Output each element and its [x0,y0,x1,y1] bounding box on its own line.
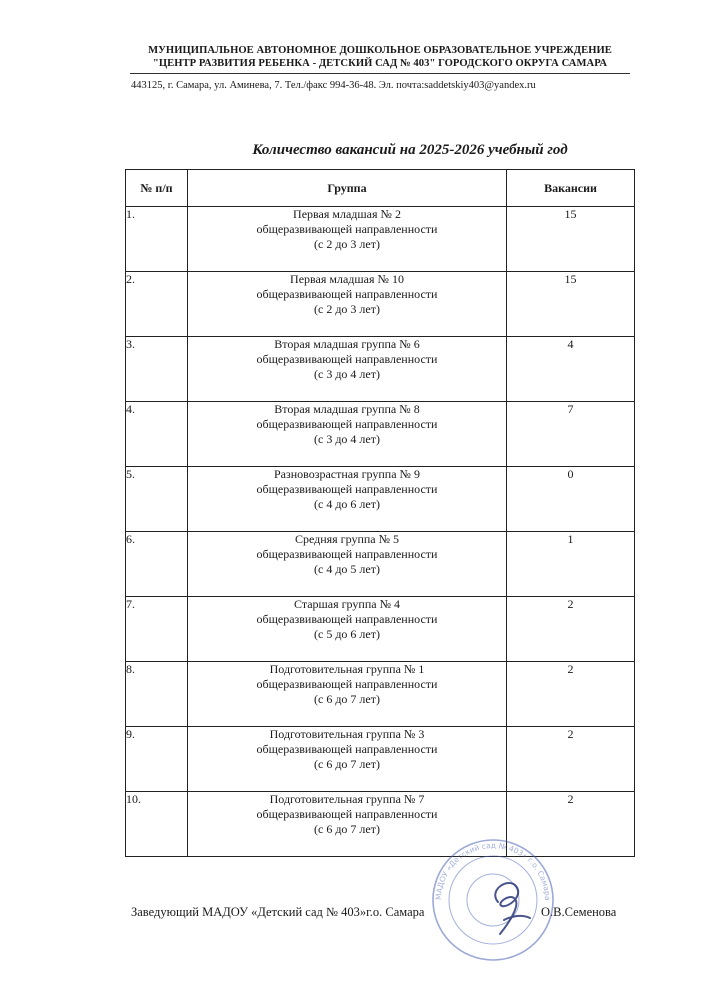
table-row [126,792,635,857]
header-number: № п/п [126,170,188,207]
row-number: 1. [126,207,188,272]
group-focus: общеразвивающей направленности [256,222,438,236]
table-row [126,662,635,727]
row-number: 2. [126,272,188,337]
vacancy-count: 15 [507,272,635,337]
table-row [126,532,635,597]
table-header-row [126,170,635,207]
org-address: 443125, г. Самара, ул. Аминева, 7. Тел./факс 994-36-48. Эл. почта:saddetskiy403@yandex.ru [131,80,536,91]
group-description [188,402,507,467]
group-age: (с 6 до 7 лет) [314,692,380,706]
row-number: 8. [126,662,188,727]
group-description [188,272,507,337]
group-name: Первая младшая № 2 [293,207,401,221]
row-number: 7. [126,597,188,662]
table-row [126,727,635,792]
row-number: 10. [126,792,188,857]
group-description [188,662,507,727]
org-name-line-1: МУНИЦИПАЛЬНОЕ АВТОНОМНОЕ ДОШКОЛЬНОЕ ОБРАЗОВАТЕЛЬНОЕ УЧРЕЖДЕНИЕ [148,45,612,56]
vacancy-count: 0 [507,467,635,532]
vacancy-count: 7 [507,402,635,467]
group-focus: общеразвивающей направленности [256,807,438,821]
org-name-line-2: "ЦЕНТР РАЗВИТИЯ РЕБЕНКА - ДЕТСКИЙ САД № 403" ГОРОДСКОГО ОКРУГА САМАРА [152,58,608,69]
svg-text:МАДОУ «Детский сад № 403» г.о.: МАДОУ «Детский сад № 403» г.о. Самара [433,840,553,901]
head-position: Заведующий МАДОУ «Детский сад № 403»г.о. Самара [131,905,425,919]
group-focus: общеразвивающей направленности [256,417,438,431]
group-description [188,727,507,792]
group-age: (с 4 до 6 лет) [314,497,380,511]
group-age: (с 2 до 3 лет) [314,237,380,251]
vacancy-table [125,169,635,857]
group-age: (с 6 до 7 лет) [314,757,380,771]
group-name: Разновозрастная группа № 9 [273,467,421,481]
group-focus: общеразвивающей направленности [256,352,438,366]
row-number: 5. [126,467,188,532]
vacancy-count: 1 [507,532,635,597]
group-focus: общеразвивающей направленности [256,677,438,691]
group-description [188,532,507,597]
group-description [188,467,507,532]
table-row [126,337,635,402]
document-title: Количество вакансий на 2025-2026 учебный год [252,142,568,158]
group-focus: общеразвивающей направленности [256,612,438,626]
group-age: (с 4 до 5 лет) [314,562,380,576]
vacancy-count: 2 [507,662,635,727]
group-name: Подготовительная группа № 7 [269,792,425,806]
vacancy-count: 15 [507,207,635,272]
group-focus: общеразвивающей направленности [256,742,438,756]
table-row [126,402,635,467]
header-vacancies: Вакансии [507,170,635,207]
group-focus: общеразвивающей направленности [256,547,438,561]
group-age: (с 3 до 4 лет) [314,432,380,446]
group-age: (с 3 до 4 лет) [314,367,380,381]
vacancy-count: 2 [507,792,635,857]
row-number: 6. [126,532,188,597]
group-name: Подготовительная группа № 3 [269,727,425,741]
group-name: Старшая группа № 4 [293,597,401,611]
group-focus: общеразвивающей направленности [256,482,438,496]
group-name: Вторая младшая группа № 8 [274,402,420,416]
group-focus: общеразвивающей направленности [256,287,438,301]
header-divider [130,73,630,74]
group-name: Средняя группа № 5 [294,532,400,546]
vacancy-count: 2 [507,597,635,662]
header-group: Группа [188,170,507,207]
signatory-name: О.В.Семенова [541,905,617,919]
vacancy-count: 2 [507,727,635,792]
row-number: 9. [126,727,188,792]
table-row [126,467,635,532]
row-number: 3. [126,337,188,402]
table-row [126,272,635,337]
group-age: (с 2 до 3 лет) [314,302,380,316]
table-row [126,597,635,662]
group-name: Подготовительная группа № 1 [269,662,425,676]
group-description [188,207,507,272]
group-age: (с 6 до 7 лет) [314,822,380,836]
handwritten-signature [478,872,538,942]
document-header [110,44,650,70]
group-age: (с 5 до 6 лет) [314,627,380,641]
group-name: Первая младшая № 10 [290,272,404,286]
table-row [126,207,635,272]
vacancy-count: 4 [507,337,635,402]
group-description [188,337,507,402]
row-number: 4. [126,402,188,467]
group-name: Вторая младшая группа № 6 [274,337,420,351]
group-description [188,597,507,662]
